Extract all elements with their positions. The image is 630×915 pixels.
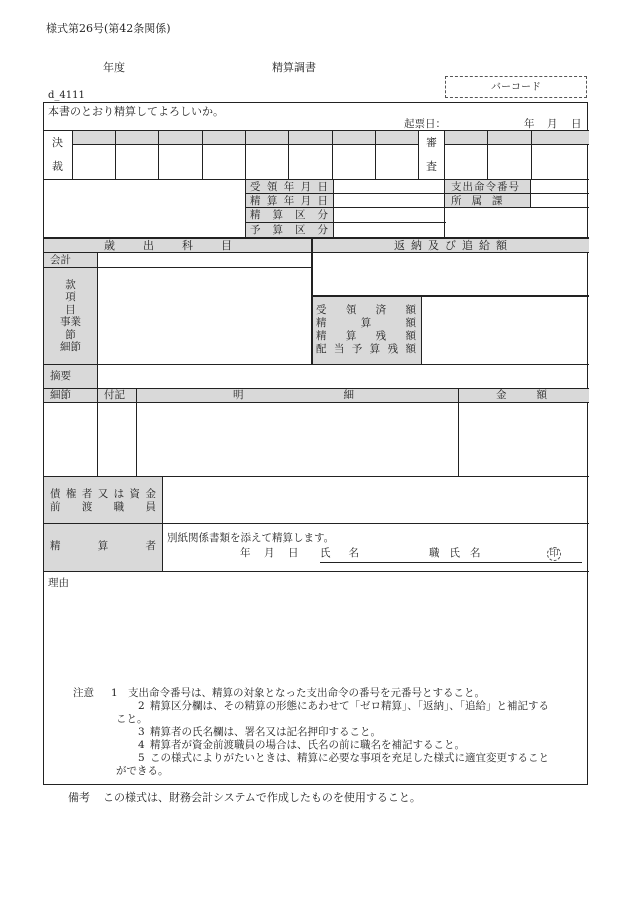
settler-title-name-label: 職氏名 [429,547,491,559]
seal-mark: 印 [547,547,561,561]
review-header-shade [444,130,589,144]
note-text: 精算区分欄は、その精算の形態にあわせて「ゼロ精算」、「返納」、「追給」と補記する [150,700,549,712]
creditor-label-line2: 前 渡 職 員 [50,501,156,513]
form-number: 様式第26号(第42条関係) [46,22,171,35]
refund-header: 返納及び追給額 [394,239,513,252]
note-number: 2 [138,700,145,712]
settled-amount-label: 精 算 額 [316,317,416,329]
creditor-label-line1: 債 権 者 又 は 資 金 [50,488,156,500]
receipt-date-label: 受 領 年 月 日 [250,181,328,193]
note-text: この様式によりがたいときは、精算に必要な事項を充足した様式に適宜変更すること [150,752,549,764]
col-note: 付記 [104,389,125,401]
settler-name-label: 氏名 [320,547,377,559]
barcode-box [445,76,587,98]
allocated-budget-balance-label: 配 当 予 算 残 額 [316,343,416,355]
notes-label: 注意 [73,687,94,699]
issue-date-day: 日 [571,118,582,130]
payment-order-no-label: 支出命令番号 [451,181,520,193]
note-text-continuation: ができる。 [116,765,169,777]
col-description: 明細 [233,389,454,401]
budget-type-label: 予 算 区 分 [250,224,328,236]
settle-date-label: 精 算 年 月 日 [250,195,328,207]
issue-date-month: 月 [547,118,558,130]
review-label-2: 査 [426,160,437,173]
account-label: 会計 [50,254,71,266]
remarks-label: 備考 [68,791,90,804]
decision-label-1: 決 [52,136,63,149]
settlement-form [43,102,588,785]
settle-type-label: 精 算 区 分 [250,209,328,221]
reason-label: 理由 [48,577,69,589]
col-amount: 金額 [496,389,577,401]
department-label: 所属課 [451,195,513,207]
settler-statement: 別紙関係書類を添えて精算します。 [167,532,335,544]
decision-label-2: 裁 [52,160,63,173]
summary-label: 摘要 [50,370,71,382]
barcode-label: バーコード [491,82,541,93]
settlement-balance-label: 精 算 残 額 [316,330,416,342]
note-number: 1 [111,687,118,699]
issue-date-label: 起票日： [404,118,446,130]
note-text-continuation: こと。 [116,713,148,725]
note-number: 3 [138,726,145,738]
expenditure-items-header: 歳出科目 [104,239,260,252]
settler-date-month: 月 [264,547,275,559]
form-title: 精算調書 [272,61,316,74]
note-text: 精算者が資金前渡職員の場合は、氏名の前に職名を補記すること。 [150,739,465,751]
settler-label: 精 算 者 [50,540,156,552]
note-text: 精算者の氏名欄は、署名又は記名押印すること。 [150,726,381,738]
settler-date-year: 年 [240,547,251,559]
received-amount-label: 受 領 済 額 [316,304,416,316]
remarks-text: この様式は、財務会計システムで作成したものを使用すること。 [103,791,421,804]
approval-question: 本書のとおり精算してよろしいか。 [48,105,224,118]
note-number: 5 [138,752,145,764]
items-labels: 款 項 目 事業 節 細節 [60,279,81,353]
review-label-1: 審 [426,136,437,149]
note-number: 4 [138,739,145,751]
doc-code: d_4111 [48,90,85,101]
note-text: 支出命令番号は、精算の対象となった支出命令の番号を元番号とすること。 [128,687,485,699]
col-detail-no: 細節 [50,389,71,401]
issue-date-year: 年 [524,118,535,130]
settler-date-day: 日 [288,547,299,559]
fiscal-year-label: 年度 [103,61,125,74]
